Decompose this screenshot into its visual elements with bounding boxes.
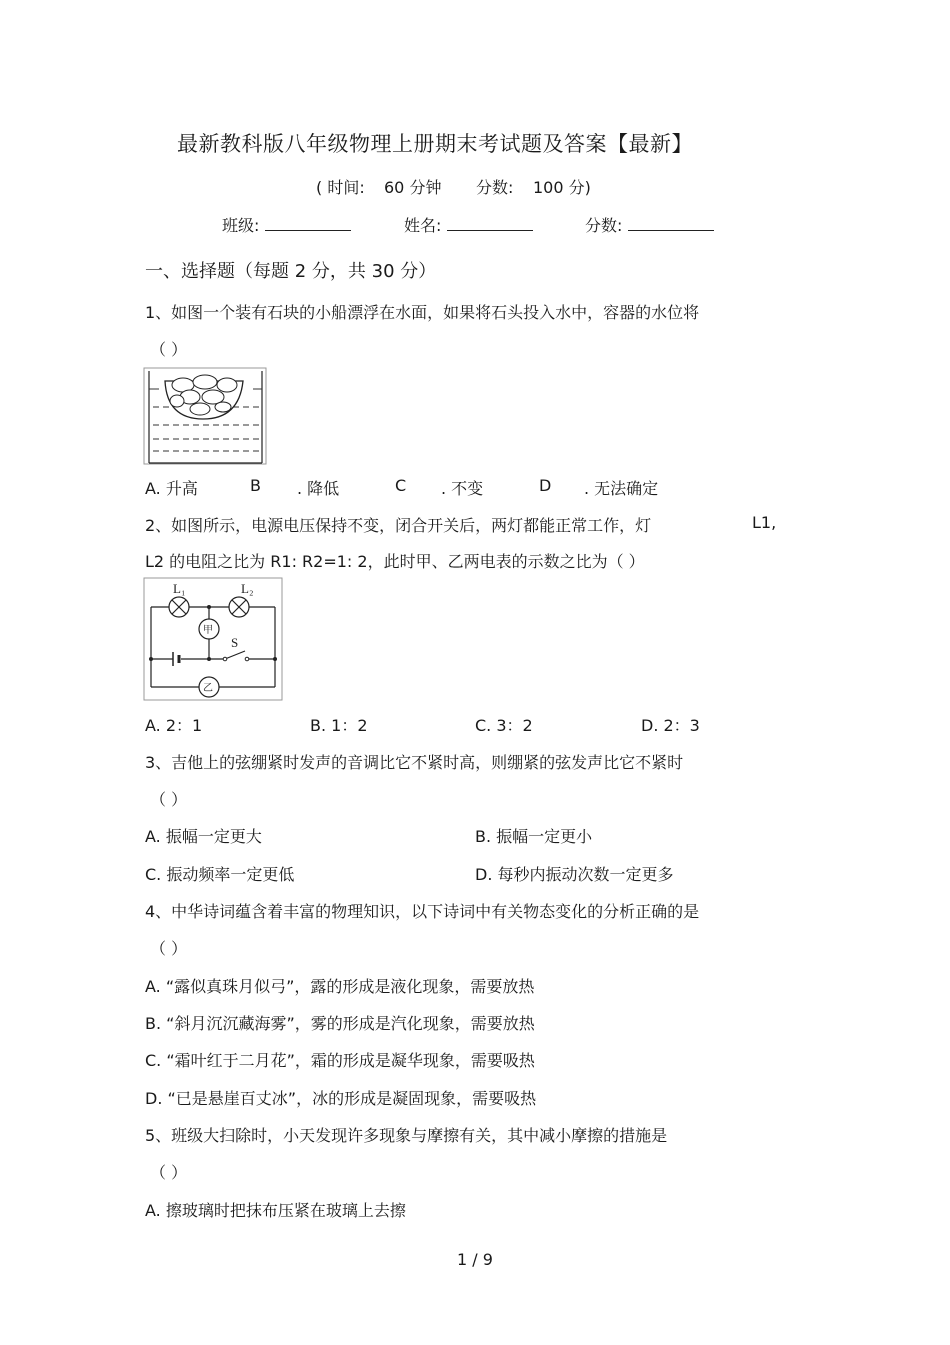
q1-option-c-letter: C [395,476,407,495]
score-label: 分数: [585,216,623,235]
circuit-figure [143,577,283,701]
q4-option-c: C. “霜叶红于二月花”，霜的形成是凝华现象，需要吸热 [145,1051,535,1070]
q5-paren: （ ） [150,1163,188,1182]
q5-option-a: A. 擦玻璃时把抹布压紧在玻璃上去擦 [145,1201,406,1220]
boat-figure [143,367,267,465]
q2-stem: 2、如图所示，电源电压保持不变，闭合开关后，两灯都能正常工作，灯 [145,516,652,535]
q2-option-a: A. 2：1 [145,716,203,735]
q1-paren: （ ） [150,340,188,359]
time-label: ( 时间: [316,178,365,197]
q2-option-c: C. 3：2 [475,716,533,735]
q1-option-d-letter: D [539,476,552,495]
lamp-l1-label: L₁ [173,581,186,596]
q2-option-b: B. 1：2 [310,716,368,735]
q2-option-d: D. 2：3 [641,716,700,735]
section-heading: 一、选择题（每题 2 分，共 30 分） [145,261,437,282]
document-title: 最新教科版八年级物理上册期末考试题及答案【最新】 [177,132,693,156]
score-total-label: 分数: [476,178,514,197]
q4-option-a: A. “露似真珠月似弓”，露的形成是液化现象，需要放热 [145,977,535,996]
q1-option-d-text: . 无法确定 [584,479,659,498]
name-field [404,213,533,236]
meter-a-label: 甲 [203,625,213,636]
page-number: 1 / 9 [457,1250,493,1269]
class-label: 班级: [222,216,260,235]
q2-stem-tail: L1, [752,513,777,532]
q3-option-d: D. 每秒内振动次数一定更多 [475,865,674,884]
q3-paren: （ ） [150,790,188,809]
q4-paren: （ ） [150,939,188,958]
score-total-value: 100 分) [533,178,591,197]
q1-option-a: A. 升高 [145,479,198,498]
q4-option-d: D. “已是悬崖百丈冰”，冰的形成是凝固现象，需要吸热 [145,1089,537,1108]
lamp-l2-label: L₂ [241,581,254,596]
class-blank [265,216,351,231]
time-value: 60 分钟 [384,178,442,197]
q5-stem: 5、班级大扫除时，小天发现许多现象与摩擦有关，其中减小摩擦的措施是 [145,1126,668,1145]
class-field [222,213,351,236]
score-blank [628,216,714,231]
q3-option-c: C. 振动频率一定更低 [145,865,295,884]
q1-option-c-text: . 不变 [441,479,484,498]
q3-option-b: B. 振幅一定更小 [475,827,593,846]
score-field [585,213,714,236]
q2-stem-line2: L2 的电阻之比为 R1: R2=1: 2，此时甲、乙两电表的示数之比为（ ） [145,552,645,571]
q1-stem: 1、如图一个装有石块的小船漂浮在水面，如果将石头投入水中，容器的水位将 [145,303,700,322]
q4-option-b: B. “斜月沉沉藏海雾”，雾的形成是汽化现象，需要放热 [145,1014,535,1033]
q1-option-b-letter: B [250,476,261,495]
q3-option-a: A. 振幅一定更大 [145,827,262,846]
name-blank [447,216,533,231]
q4-stem: 4、中华诗词蕴含着丰富的物理知识，以下诗词中有关物态变化的分析正确的是 [145,902,700,921]
q1-option-b-text: . 降低 [297,479,340,498]
q3-stem: 3、吉他上的弦绷紧时发声的音调比它不紧时高，则绷紧的弦发声比它不紧时 [145,753,684,772]
switch-label: S [231,635,239,650]
meter-b-label: 乙 [203,683,213,694]
name-label: 姓名: [404,216,442,235]
